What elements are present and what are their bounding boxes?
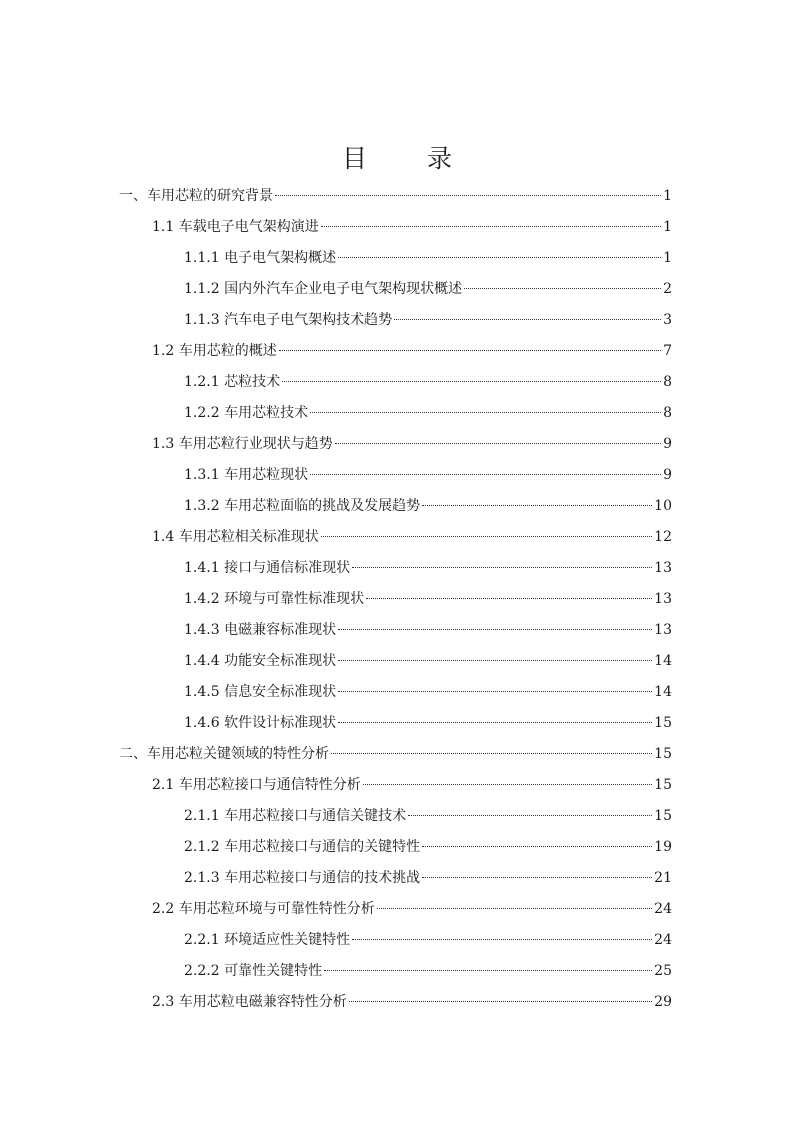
toc-entry-label: 1.3 车用芯粒行业现状与趋势 xyxy=(152,436,333,452)
toc-entry-label: 1.4.1 接口与通信标准现状 xyxy=(184,560,351,576)
toc-leader-dots xyxy=(352,939,652,940)
toc-leader-dots xyxy=(335,443,661,444)
toc-entry-label: 1.1.2 国内外汽车企业电子电气架构现状概述 xyxy=(184,281,463,297)
toc-entry-label: 1.4.4 功能安全标准现状 xyxy=(184,653,337,669)
toc-leader-dots xyxy=(338,629,652,630)
toc-leader-dots xyxy=(464,288,661,289)
toc-entry-label: 2.1.3 车用芯粒接口与通信的技术挑战 xyxy=(184,870,421,886)
toc-entry-label: 1.1.1 电子电气架构概述 xyxy=(184,250,337,266)
toc-entry-page: 8 xyxy=(663,374,672,390)
toc-entry-label: 1.4 车用芯粒相关标准现状 xyxy=(152,529,319,545)
toc-entry-label: 1.2 车用芯粒的概述 xyxy=(152,343,277,359)
toc-entry-page: 15 xyxy=(654,808,672,824)
toc-entry-label: 1.2.1 芯粒技术 xyxy=(184,374,281,390)
toc-entry-label: 1.1 车载电子电气架构演进 xyxy=(152,219,319,235)
toc-entry-page: 14 xyxy=(654,684,672,700)
toc-entry-page: 3 xyxy=(663,312,672,328)
toc-entry[interactable] xyxy=(184,648,672,674)
toc-entry[interactable] xyxy=(152,772,672,798)
toc-entry-label: 2.1.1 车用芯粒接口与通信关键技术 xyxy=(184,808,407,824)
toc-entry-page: 9 xyxy=(663,436,672,452)
toc-entry-label: 1.4.5 信息安全标准现状 xyxy=(184,684,337,700)
toc-entry-page: 15 xyxy=(654,777,672,793)
toc-entry-page: 1 xyxy=(663,188,672,204)
toc-entry-page: 9 xyxy=(663,467,672,483)
toc-leader-dots xyxy=(279,350,661,351)
toc-leader-dots xyxy=(282,381,661,382)
toc-leader-dots xyxy=(338,722,652,723)
toc-entry-page: 8 xyxy=(663,405,672,421)
toc-leader-dots xyxy=(275,195,661,196)
toc-leader-dots xyxy=(321,536,652,537)
toc-entry[interactable] xyxy=(152,524,672,550)
toc-entry-page: 2 xyxy=(663,281,672,297)
toc-leader-dots xyxy=(422,505,652,506)
toc-entry-label: 2.2.2 可靠性关键特性 xyxy=(184,963,323,979)
toc-leader-dots xyxy=(352,567,652,568)
toc-entry-page: 7 xyxy=(663,343,672,359)
toc-entry[interactable] xyxy=(152,896,672,922)
toc-entry-label: 2.2 车用芯粒环境与可靠性特性分析 xyxy=(152,901,375,917)
toc-entry-page: 19 xyxy=(654,839,672,855)
toc-entry[interactable] xyxy=(184,586,672,612)
toc-entry[interactable] xyxy=(152,989,672,1015)
toc-entry[interactable] xyxy=(184,462,672,488)
toc-entry-page: 29 xyxy=(654,994,672,1010)
toc-entry-label: 1.3.2 车用芯粒面临的挑战及发展趋势 xyxy=(184,498,421,514)
toc-entry[interactable] xyxy=(184,865,672,891)
toc-entry-page: 12 xyxy=(654,529,672,545)
page-title: 目 录 xyxy=(342,144,478,173)
toc-entry[interactable] xyxy=(152,338,672,364)
toc-leader-dots xyxy=(408,815,652,816)
toc-leader-dots xyxy=(394,319,661,320)
toc-entry-page: 14 xyxy=(654,653,672,669)
toc-entry[interactable] xyxy=(184,927,672,953)
toc-entry[interactable] xyxy=(184,958,672,984)
toc-entry[interactable] xyxy=(184,555,672,581)
toc-leader-dots xyxy=(310,474,661,475)
toc-entry-page: 24 xyxy=(654,901,672,917)
toc-leader-dots xyxy=(310,412,661,413)
toc-entry-label: 一、车用芯粒的研究背景 xyxy=(119,188,273,204)
toc-entry[interactable] xyxy=(184,276,672,302)
toc-entry[interactable] xyxy=(184,369,672,395)
toc-entry-label: 2.2.1 环境适应性关键特性 xyxy=(184,932,351,948)
toc-leader-dots xyxy=(331,753,652,754)
toc-entry-label: 1.4.6 软件设计标准现状 xyxy=(184,715,337,731)
toc-entry-label: 2.3 车用芯粒电磁兼容特性分析 xyxy=(152,994,347,1010)
toc-leader-dots xyxy=(349,1001,652,1002)
toc-leader-dots xyxy=(363,784,652,785)
toc-entry-label: 1.1.3 汽车电子电气架构技术趋势 xyxy=(184,312,393,328)
toc-entry-page: 15 xyxy=(654,715,672,731)
toc-leader-dots xyxy=(338,257,661,258)
toc-entry[interactable] xyxy=(152,214,672,240)
toc-entry[interactable] xyxy=(184,834,672,860)
toc-entry-label: 1.4.2 环境与可靠性标准现状 xyxy=(184,591,365,607)
toc-entry-page: 13 xyxy=(654,622,672,638)
toc-leader-dots xyxy=(338,660,652,661)
toc-leader-dots xyxy=(422,846,652,847)
toc-leader-dots xyxy=(321,226,661,227)
toc-entry[interactable] xyxy=(184,803,672,829)
toc-entry-page: 1 xyxy=(663,219,672,235)
toc-entry[interactable] xyxy=(184,710,672,736)
toc-entry-page: 24 xyxy=(654,932,672,948)
toc-entry-label: 2.1.2 车用芯粒接口与通信的关键特性 xyxy=(184,839,421,855)
toc-entry-page: 10 xyxy=(654,498,672,514)
toc-entry[interactable] xyxy=(119,183,672,209)
toc-entry-label: 1.4.3 电磁兼容标准现状 xyxy=(184,622,337,638)
toc-entry-page: 13 xyxy=(654,591,672,607)
toc-entry-label: 1.3.1 车用芯粒现状 xyxy=(184,467,309,483)
toc-entry[interactable] xyxy=(184,493,672,519)
toc-entry[interactable] xyxy=(152,431,672,457)
toc-entry[interactable] xyxy=(184,679,672,705)
toc-entry-page: 21 xyxy=(654,870,672,886)
toc-entry-page: 25 xyxy=(654,963,672,979)
toc-leader-dots xyxy=(338,691,652,692)
toc-entry-label: 2.1 车用芯粒接口与通信特性分析 xyxy=(152,777,361,793)
toc-leader-dots xyxy=(377,908,652,909)
toc-leader-dots xyxy=(422,877,652,878)
toc-entry-page: 1 xyxy=(663,250,672,266)
toc-entry-label: 1.2.2 车用芯粒技术 xyxy=(184,405,309,421)
toc-entry[interactable] xyxy=(119,741,672,767)
toc-entry-page: 13 xyxy=(654,560,672,576)
toc-entry[interactable] xyxy=(184,617,672,643)
toc-entry[interactable] xyxy=(184,307,672,333)
toc-entry[interactable] xyxy=(184,245,672,271)
toc-entry-page: 15 xyxy=(654,746,672,762)
toc-leader-dots xyxy=(366,598,652,599)
toc-leader-dots xyxy=(324,970,652,971)
toc-entry[interactable] xyxy=(184,400,672,426)
toc-entry-label: 二、车用芯粒关键领域的特性分析 xyxy=(119,746,329,762)
